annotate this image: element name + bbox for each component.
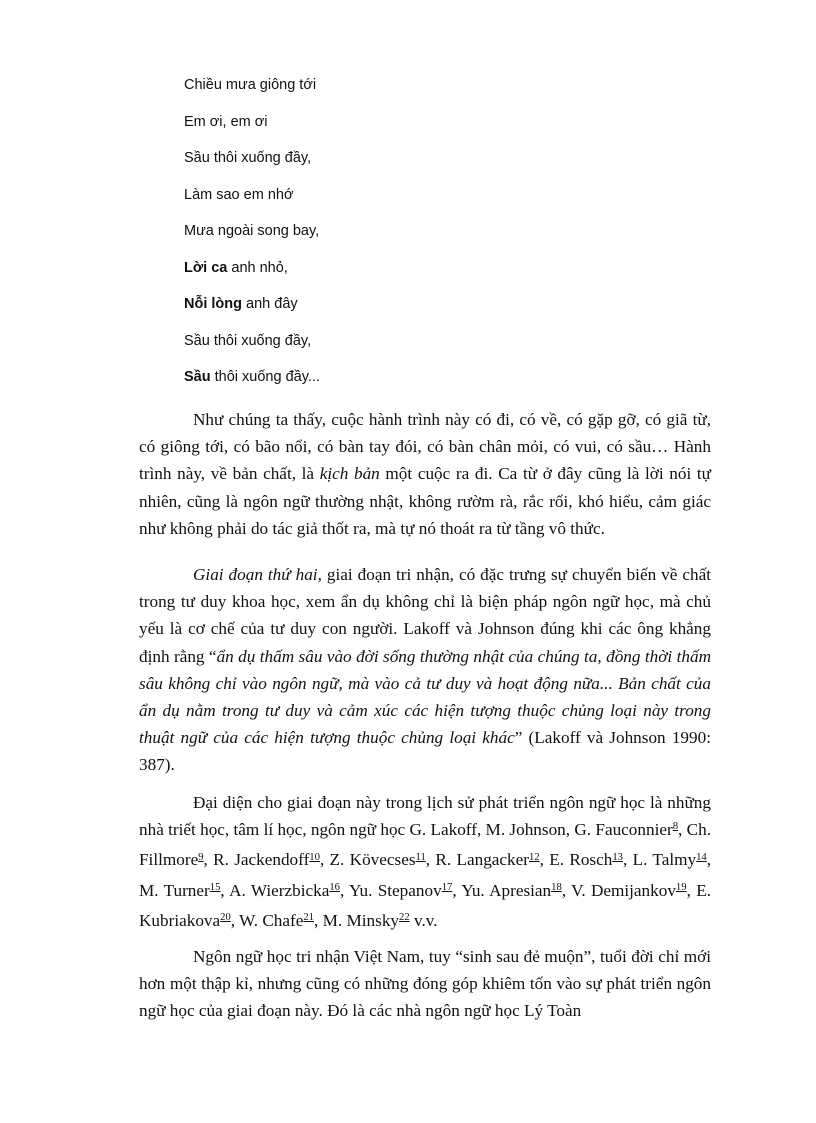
lyric-line: Em ơi, em ơi	[184, 113, 268, 130]
footnote-ref[interactable]: 11	[415, 851, 426, 863]
footnote-ref[interactable]: 18	[551, 881, 562, 893]
footnote-ref[interactable]: 12	[529, 851, 540, 863]
scholar-name: , V. Demijankov	[561, 880, 676, 900]
lyric-line: Sầu thôi xuống đầy...	[184, 369, 320, 385]
bold-emphasis: Nỗi lòng	[184, 296, 242, 312]
footnote-ref[interactable]: 16	[329, 881, 340, 893]
lyric-line: Lời ca anh nhỏ,	[184, 259, 288, 276]
scholar-name: , E. Rosch	[539, 850, 613, 870]
footnote-ref[interactable]: 22	[399, 911, 410, 923]
scholar-name: , E. Kubriakova	[139, 880, 711, 930]
bold-emphasis: Sầu	[184, 369, 211, 385]
scholar-name: , A. Wierzbicka	[220, 880, 330, 900]
lyric-line: Sầu thôi xuống đầy,	[184, 332, 312, 349]
footnote-ref[interactable]: 17	[441, 881, 453, 893]
scholar-name: , R. Jackendoff	[203, 850, 310, 870]
italic-term: kịch bản	[319, 464, 380, 484]
footnote-ref[interactable]: 10	[309, 851, 320, 863]
lyric-line: Chiều mưa giông tới	[184, 77, 317, 93]
song-lyrics	[184, 70, 320, 399]
scholar-name: , W. Chafe	[230, 910, 304, 930]
paragraph-representatives: Đại diện cho giai đoạn này trong lịch sử phát triển ngôn ngữ học là những nhà triết học, tâm lí học, ngôn ngữ học G. Lakoff, M. Johnson, G. Fauconnier$^8$, Ch. Fillmore$^9$, R. Jackendoff$^{10}$, Z. Kövecses$^{11}$, R. Langacker$^{12}$, E. Rosch$^{13}$, L. Talmy$^{14}$, M. Turner$^{15}$, A. Wierzbicka$^{16}$, Yu. Stepanov$^{17}$, Yu. Apresian$^{18}$, V. Demijankov$^{19}$, E. Kubriakova$^{20}$, W. Chafe$^{21}$, M. Minsky$^{22}$ v.v.	[139, 793, 712, 930]
footnote-ref[interactable]: 15	[209, 881, 221, 893]
scholar-name: , Yu. Stepanov	[340, 880, 442, 900]
paragraph-second-stage: Giai đoạn thứ hai, giai đoạn tri nhận, có đặc trưng sự chuyển biến về chất trong tư duy khoa học, xem ẩn dụ không chỉ là biện pháp ngôn ngữ học, mà chủ yếu là cơ chế của tư duy con người. Lakoff và Johnson đúng khi các ông khẳng định rằng “ẩn dụ thấm sâu vào đời sống thường nhật của chúng ta, đồng thời thấm sâu không chỉ vào ngôn ngữ, mà vào cả tư duy và hoạt động nữa... Bản chất của ẩn dụ nằm trong tư duy và cảm xúc các hiện tượng thuộc chủng loại này trong thuật ngữ của các hiện tượng thuộc chủng loại khác” (Lakoff và Johnson 1990: 387).	[139, 565, 711, 775]
scholar-name: v.v.	[409, 910, 438, 930]
paragraph-vietnam: Ngôn ngữ học tri nhận Việt Nam, tuy “sinh sau đẻ muộn”, tuổi đời chỉ mới hơn một thập kỉ, nhưng cũng có những đóng góp khiêm tốn vào sự phát triển ngôn ngữ học của giai đoạn này. Đó là các nhà ngôn ngữ học Lý Toàn	[139, 947, 711, 1021]
lyric-line: Mưa ngoài song bay,	[184, 223, 320, 239]
footnote-ref[interactable]: 9	[198, 851, 204, 863]
paragraph-journey: Như chúng ta thấy, cuộc hành trình này có đi, có về, có gặp gỡ, có giã từ, có giông tới, có bão nổi, có bàn tay đói, có bàn chân mỏi, có vui, có sầu… Hành trình này, về bản chất, là kịch bản một cuộc ra đi. Ca từ ở đây cũng là lời nói tự nhiên, cũng là ngôn ngữ thường nhật, không rườm rà, rắc rối, khó hiểu, cảm giác như không phải do tác giả thốt ra, mà tự nó thoát ra từ tầng vô thức.	[139, 410, 711, 538]
scholar-name: , L. Talmy	[623, 850, 697, 870]
italic-quote: ẩn dụ thấm sâu vào đời sống thường nhật của chúng ta, đồng thời thấm sâu không chỉ vào ngôn ngữ, mà vào cả tư duy và hoạt động nữa... Bản chất của ẩn dụ nằm trong tư duy và cảm xúc các hiện tượng thuộc chủng loại này trong thuật ngữ của các hiện tượng thuộc chủng loại khác	[139, 646, 711, 748]
scholar-name: , Yu. Apresian	[452, 880, 552, 900]
footnote-ref[interactable]: 20	[220, 911, 231, 923]
footnote-ref[interactable]: 13	[612, 851, 623, 863]
footnote-ref[interactable]: 14	[696, 851, 707, 863]
footnote-ref[interactable]: 19	[675, 881, 687, 893]
scholar-name: , M. Minsky	[314, 910, 400, 930]
bold-emphasis: Lời ca	[184, 259, 228, 276]
footnote-ref[interactable]: 21	[303, 911, 315, 923]
lyric-line: Nỗi lòng anh đây	[184, 296, 298, 312]
italic-heading: Giai đoạn thứ hai,	[193, 565, 322, 584]
lyric-line: Làm sao em nhớ	[184, 186, 294, 203]
lyric-line: Sầu thôi xuống đầy,	[184, 150, 312, 166]
scholar-name: , Ch. Fillmore	[139, 820, 711, 870]
scholar-name: , R. Langacker	[425, 850, 529, 870]
scholar-name: , M. Turner	[139, 850, 712, 900]
scholar-name: , Z. Kövecses	[319, 850, 416, 870]
footnote-ref[interactable]: 8	[672, 821, 679, 833]
